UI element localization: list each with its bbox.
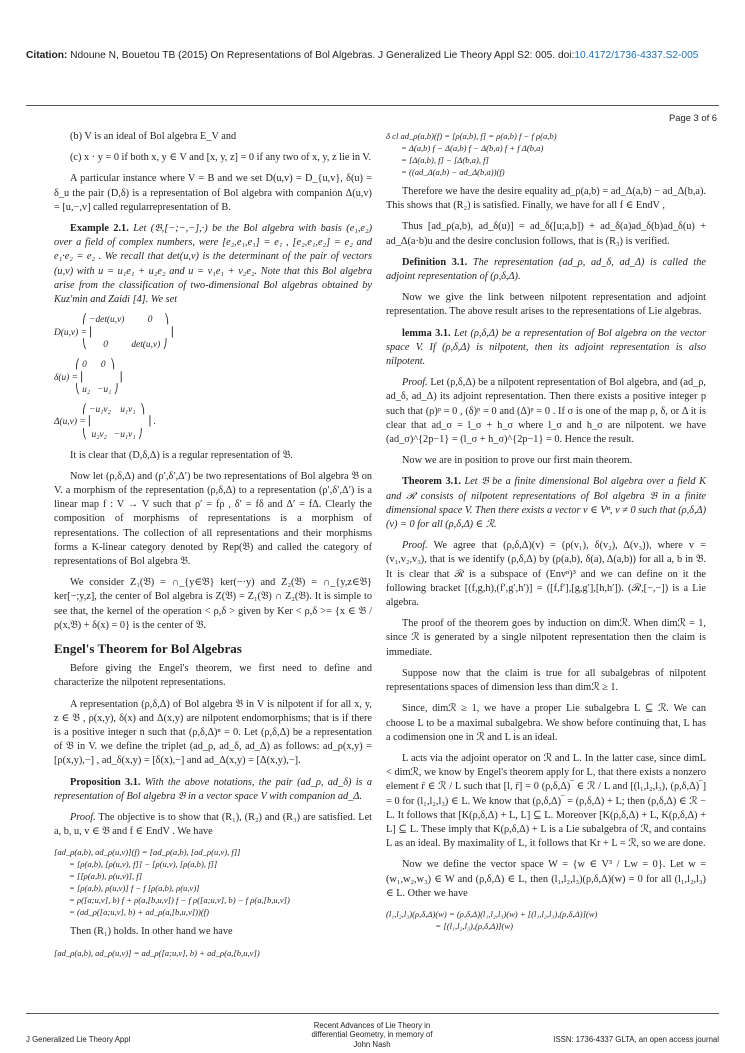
citation-label: Citation: bbox=[26, 50, 68, 61]
definition-3-1 bbox=[386, 256, 706, 284]
matrix-Delta: ⎛ −u₁v₂ u₁v₁ ⎞ Δ(u,v) = ⎜ ⎟ . ⎝ u₂v₂ −u₁v₁ ⎠ bbox=[54, 404, 156, 440]
paragraph-regular-representation: A particular instance where V = B and we set D(u,v) = D_{u,v}, δ(u) = δ_u the pair (D,δ) is a representation of Bol algebra with companion Δ(u,v) = [u,−,v] called regularrepresentation of B. bbox=[54, 173, 372, 213]
proof2-text: Let (ρ,δ,Δ) be a nilpotent representation of Bol algebra, and (ad_ρ, ad_δ, ad_Δ) its adjoint representation. Then there exists a positive integer p such that (ρ)ᵖ = 0 , (δ)ᵖ = 0 and (Δ)ᵖ = 0 . If σ is one of the map ρ, δ, or Δ it is clear that ad_σ = l_σ + h_σ where l_σ and h_σ are nilpotent. we have (ad_σ)^{2p−1} = (l_σ + h_σ)^{2p−1} = 0. Hence the result. bbox=[386, 377, 706, 446]
theorem-text: Let 𝔅 be a finite dimensional Bol algebra over a field K and ℛ consists of nilpotent representations of Bol algebra 𝔅 in a finite dimensional space V. Then there exists a vector v ∈ Vⁿ, v ≠ 0 such that (ρ,δ,Δ)(v) = 0 for all (ρ,δ,Δ) ∈ ℛ. bbox=[386, 476, 706, 531]
proposition-label: Proposition 3.1. bbox=[70, 776, 141, 788]
equation-line-2: [ad_ρ(a,b), ad_ρ(u,v)] = ad_ρ([a;u,v], b) + ad_ρ(a,[b,u,v]) bbox=[54, 947, 260, 958]
equation-final: (l₁,l₂,l₃)(ρ,δ,Δ)(w) = (ρ,δ,Δ)(l₁,l₂,l₃)(w) + [(l₁,l₂,l₃),(ρ,δ,Δ)](w) = [(l₁,l₂,l₃),(ρ,δ,Δ)](w) bbox=[386, 908, 598, 931]
paragraph-nilpotent-def: A representation (ρ,δ,Δ) of Bol algebra 𝔅 in V is nilpotent if for all x, y, z ∈ 𝔅 , ρ(x,y), δ(x) and Δ(x,y) are nilpotent endomorphisms; that is if there is a positive integer n such that (ρ,δ,Δ)ⁿ = 0. Let (ρ,δ,Δ) be a representation of 𝔅 in V. we define the triplet (ad_ρ, ad_δ, ad_Δ) as follows: ad_ρ(x,y) = [ρ(x,y),−] , ad_δ(x,y) = [δ(x),−] and ad_Δ(x,y) = [Δ(x,y),−]. bbox=[54, 698, 372, 767]
footer-center-line-1: Recent Advances of Lie Theory in bbox=[313, 1021, 431, 1030]
matrix-delta: ⎛ 0 0 ⎞ δ(u) = ⎜ ⎟ ⎝ u₂ −u₁ ⎠ bbox=[54, 360, 123, 396]
proposition-3-1 bbox=[54, 776, 372, 804]
lemma-3-1 bbox=[386, 327, 706, 370]
item-c: (c) x · y = 0 if both x, y ∈ V and [x, y, z] = 0 if any two of x, y, z lie in V. bbox=[70, 152, 372, 164]
paragraph-center: We consider Z₁(𝔅) = ∩_{y∈𝔅} ker(−·y) and Z₂(𝔅) = ∩_{y,z∈𝔅} ker[−;y,z], the center of Bol algebra is Z(𝔅) = Z₁(𝔅) ∩ Z₂(𝔅). It is simple to see that, the kernel of the operation < ρ,δ > given by Ker < ρ,δ >= {x ∈ 𝔅 / ρ(x,𝔅) + δ(x) = 0} is the center of 𝔅. bbox=[54, 577, 372, 631]
equation-block-3: δ cl ad_ρ(a,b)(f) = [ρ(a,b), f] = ρ(a,b) f − f ρ(a,b) = Δ(a,b) f − Δ(a,b) f − Δ(b,a) f + f Δ(b,a) = [Δ(a,b), f] − [Δ(b,a), f] = ((ad_Δ(a,b) − ad_Δ(b,a))(f) bbox=[386, 131, 557, 177]
footer-center-line-2: differential Geometry, in memory of bbox=[311, 1030, 433, 1040]
proof-lemma bbox=[386, 376, 706, 447]
footer-right: ISSN: 1736-4337 GLTA, an open access journal bbox=[553, 1035, 719, 1044]
proof-text: The objective is to show that (R₁), (R₂) and (R₃) are satisfied. Let a, b, u, v ∈ 𝔅 and f ∈ EndV . We have bbox=[54, 812, 372, 838]
paragraph-r1-holds: Then (R₁) holds. In other hand we have bbox=[70, 926, 233, 938]
paragraph-r2: Therefore we have the desire equality ad_ρ(a,b) = ad_Δ(a,b) − ad_Δ(b,a). This shows that (R₂) is satisfied. Finally, we have for all f ∈ EndV , bbox=[386, 186, 706, 212]
paragraph-morphism: Now let (ρ,δ,Δ) and (ρ′,δ′,Δ′) be two representations of Bol algebra 𝔅 on V. a morphism of the representation (ρ,δ,Δ) to a representation (ρ′,δ′,Δ′) is a linear map f : V → V such that ρ′ = fρ , δ′ = fδ and Δ′ = fΔ. Clearly the composition of morphisms of representations is a morphism of representations. The collection of all representations and their morphisms forms a K-linear category denoted by Rep(𝔅) and called the category of representations of Bol algebra 𝔅. bbox=[54, 470, 372, 567]
proof-proposition bbox=[54, 811, 372, 839]
theorem-3-1 bbox=[386, 475, 706, 532]
section-title: Engel's Theorem for Bol Algebras bbox=[54, 641, 242, 657]
proof-label: Proof. bbox=[70, 812, 96, 824]
right-column bbox=[386, 130, 706, 939]
citation-header bbox=[26, 50, 726, 61]
definition-label: Definition 3.1. bbox=[402, 256, 468, 268]
paragraph-main-theorem: Now we are in position to prove our first main theorem. bbox=[402, 455, 633, 467]
footer-left: J Generalized Lie Theory Appl bbox=[26, 1035, 131, 1044]
example-text: Let (𝔅,[−;−,−],·) be the Bol algebra with basis (e₁,e₂) over a field of complex numbers, were [e₂,e₁,e₁] = e₁ , [e₂,e₁,e₂] = e₂ and e₁·e₂ = e₂ . We recall that det(u,v) is the determinant of the pair of vectors (u,v) with u = u₁e₁ + u₂e₂ and u = v₁e₁ + v₂e₂. Note that this Bol algebra arise from the classification of two-dimensional Bol algebras obtained by Kuz'min and Zaidi [4]. We set bbox=[54, 223, 372, 306]
item-b: (b) V is an ideal of Bol algebra E_V and bbox=[70, 131, 237, 142]
paragraph-r3: Thus [ad_ρ(a,b), ad_δ(u)] = ad_δ([u;a,b]) + ad_δ(a)ad_δ(b)ad_δ(u) + ad_Δ(a·b)u and the desire conclusion follows, that is (R₃) is verified. bbox=[386, 221, 706, 247]
citation-text: Ndoune N, Bouetou TB (2015) On Representations of Bol Algebras. J Generalized Lie Theory Appl S2: 005. doi: bbox=[70, 50, 575, 61]
header-rule bbox=[26, 105, 719, 106]
paragraph-induction: The proof of the theorem goes by induction on dimℛ. When dimℛ = 1, since ℛ is generated by a single nilpotent representation then the claim is immediate. bbox=[386, 618, 706, 658]
paragraph-adjoint-action: L acts via the adjoint operator on ℛ and L. In the latter case, since dimL < dimℛ, we know by Engel's theorem apply for L, that there exists a nonzero element r̄ ∈ ℛ / L such that [l, r̄] = 0 (ρ,δ,Δ)‾ ∈ ℛ / L and [(l₁,l₂,l₃), (ρ,δ,Δ)‾] = 0 for (l₁,l₂,l₃) ∈ L. We know that (ρ,δ,Δ)‾ = (ρ,δ,Δ) + L; then (ρ,δ,Δ) ∈ ℛ − L. It follows that [K(ρ,δ,Δ) + L, L] ⊆ L. Moreover [K(ρ,δ,Δ) + L, K(ρ,δ,Δ) + L] ⊆ L. These imply that K(ρ,δ,Δ) + L is a Lie subalgebra of ℛ, and contains L as an ideal. By maximality of L, it follows that Kr + L = ℛ, so we are done. bbox=[386, 752, 706, 850]
footer-center-line-3: John Nash bbox=[353, 1039, 391, 1049]
matrix-D: ⎛ −det(u,v) 0 ⎞ D(u,v) = ⎜ ⎟ ⎝ 0 det(u,v) ⎠ bbox=[54, 315, 174, 351]
definition-text: The representation (ad_ρ, ad_δ, ad_Δ) is called the adjoint representation of (ρ,δ,Δ). bbox=[386, 256, 706, 283]
theorem-label: Theorem 3.1. bbox=[402, 476, 461, 488]
paragraph-vector-space: Now we define the vector space W = {w ∈ V³ / Lw = 0}. Let w = (w₁,w₂,w₃) ∈ W and (ρ,δ,Δ) ∈ L, then (l₁,l₂,l₃)(ρ,δ,Δ)(w) = 0 for all (l₁,l₂,l₃) ∈ L. Other we have bbox=[386, 859, 706, 899]
lemma-label: lemma 3.1. bbox=[402, 327, 451, 339]
paragraph-link: Now we give the link between nilpotent representation and adjoint representation. The above result arises to the representations of Lie algebras. bbox=[386, 292, 706, 318]
footer-rule bbox=[26, 1013, 719, 1014]
page-number: Page 3 of 6 bbox=[669, 112, 717, 123]
left-column bbox=[54, 130, 372, 966]
proof2-label: Proof. bbox=[402, 377, 428, 389]
doi-link[interactable]: 10.4172/1736-4337.S2-005 bbox=[574, 50, 699, 61]
paragraph-regular: It is clear that (D,δ,Δ) is a regular representation of 𝔅. bbox=[70, 449, 293, 461]
paragraph-suppose: Suppose now that the claim is true for all subalgebras of nilpotent representations spaces of dimension less than dimℛ ≥ 1. bbox=[386, 667, 706, 694]
proof-theorem bbox=[386, 539, 706, 610]
proof3-text: We agree that (ρ,δ,Δ)(v) = (ρ(v₁), δ(v₂), Δ(v₃)), where v = (v₁,v₂,v₃), that is we identify (ρ,δ,Δ) by (ρ(a,b), δ(a), Δ(a,b)) for all a, b in 𝔅. It is clear that ℛ is a subspace of (Envⁿ)³ and we can define on it the following bracket [(f,g,h),(f′,g′,h′)] = ([f,f′],[g,g′],[h,h′]). (ℛ,[−,−]) is a Lie algebra. bbox=[386, 540, 707, 609]
proposition-text: With the above notations, the pair (ad_ρ, ad_δ) is a representation of Bol algebra 𝔅 in a vector space V with companion ad_Δ. bbox=[54, 776, 372, 802]
example-label: Example 2.1. bbox=[70, 223, 129, 235]
proof3-label: Proof. bbox=[402, 540, 428, 552]
paragraph-subalgebra: Since, dimℛ ≥ 1, we have a proper Lie subalgebra L ⊆ ℛ. We can choose L to be a maximal subalgebra. We show before continuing that, L has a codimension one in ℛ and L is an ideal. bbox=[386, 703, 706, 743]
example-2-1 bbox=[54, 222, 372, 307]
footer-center bbox=[272, 1021, 472, 1049]
lemma-text: Let (ρ,δ,Δ) be a representation of Bol algebra on the vector space V. If (ρ,δ,Δ) is nilpotent, then its adjoint representation is also nilpotent. bbox=[386, 327, 706, 368]
paragraph-engel-intro: Before giving the Engel's theorem, we first need to define and characterize the nilpotent representations. bbox=[54, 663, 372, 689]
equation-block-1: [ad_ρ(a,b), ad_ρ(u,v)](f) = [ad_ρ(a,b), [ad_ρ(u,v), f]] = [ρ(a,b), [ρ(u,v), f]] − [ρ(u,v), [ρ(a,b), f]] = [[ρ(a,b), ρ(u,v)], f] = [ρ(a,b), ρ(u,v)] f − f [ρ(a,b), ρ(u,v)] = ρ([a;u,v], b) f + ρ(a,[b,u,v]) f − f ρ([a;u,v], b) − f ρ(a,[b,u,v]) = (ad_ρ([a;u,v], b) + ad_ρ(a,[b,u,v]))(f) bbox=[54, 847, 290, 918]
